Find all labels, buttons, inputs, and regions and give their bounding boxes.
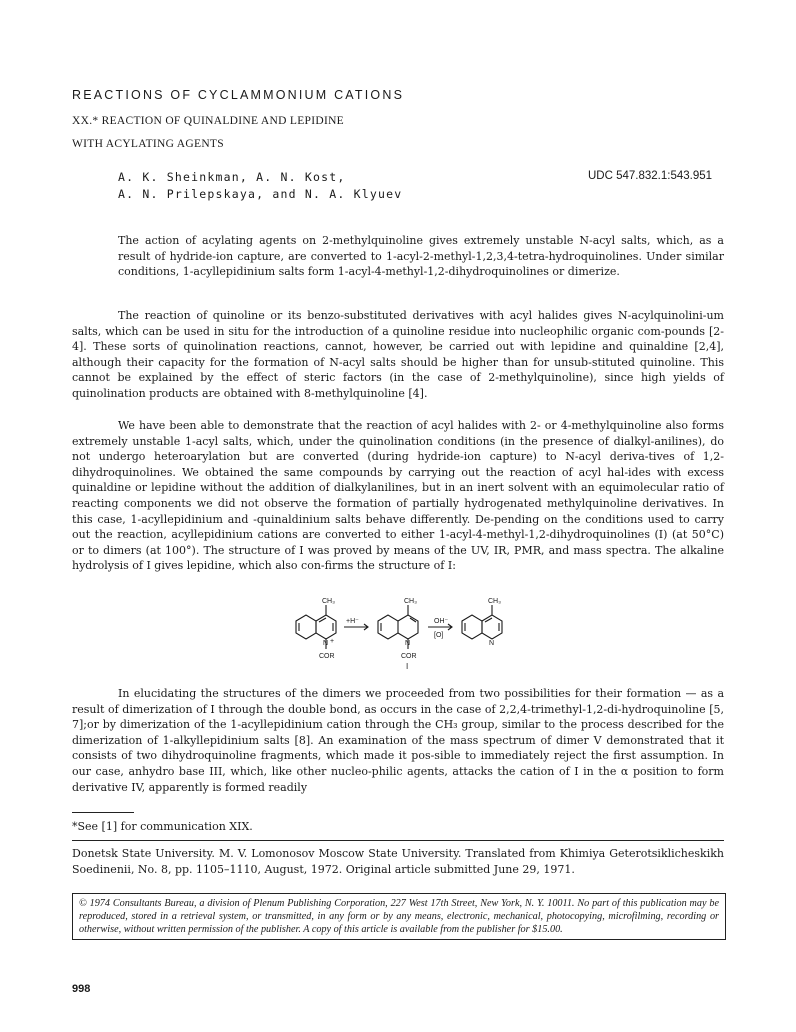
article-title-line2: WITH ACYLATING AGENTS <box>72 138 224 150</box>
udc-code: UDC 547.832.1:543.951 <box>588 170 713 182</box>
authors-line2: A. N. Prilepskaya, and N. A. Klyuev <box>118 187 403 201</box>
ch3-label-3: CH₃ <box>488 598 501 605</box>
paragraph-3: In elucidating the structures of the dimers we proceeded from two possibilities for their formation — as a result of dimerization of I through the double bond, as occurs in the case of 2,2,4-trimethyl-1,2-di-hydroquinoline [5, 7];or by dimerization of the 1-acyllepidinium cation through the CH₃ group, similar to the process described for the dimerization of 1-alkyllepidinium salts [8]. An examination of the mass spectrum of dimer V demonstrated that it consists of two dihydroquinoline fragments, which made it pos-sible to immediately reject the first assumption. In our case, anhydro base III, which, like other nucleo-philic agents, attacks the cation of I in the α position to form derivative IV, apparently is formed readily <box>72 687 724 794</box>
n-atom-2: N <box>405 640 411 647</box>
footnote-rule <box>72 812 134 813</box>
arrow1-label: +H⁻ <box>346 618 359 625</box>
ch3-label-2: CH₃ <box>404 598 417 605</box>
reaction-scheme-svg <box>278 595 538 675</box>
plus-charge: + <box>330 638 335 645</box>
n-atom-3: N <box>489 640 495 647</box>
arrow2-oxidant: [O] <box>434 632 444 639</box>
cor-label-2: COR <box>401 653 417 660</box>
ch3-label-1: CH₃ <box>322 598 335 605</box>
series-title: REACTIONS OF CYCLAMMONIUM CATIONS <box>72 88 405 102</box>
arrow2-reagent: OH⁻ <box>434 618 449 625</box>
affiliation: Donetsk State University. M. V. Lomonosov Moscow State University. Translated from Khimiya Geterotsiklicheskikh Soedinenii, No. 8, pp. 1105–1110, August, 1972. Original article submitted June 29, 1971. <box>72 847 724 876</box>
paragraph-2: We have been able to demonstrate that the reaction of acyl halides with 2- or 4-methylquinoline also forms extremely unstable 1-acyl salts, which, under the quinolination conditions (in the presence of dialkyl-anilines), do not undergo heteroarylation but are converted (during hydride-ion capture) to N-acyl deriva-tives of 1,2-dihydroquinolines. We obtained the same compounds by carrying out the reaction of acyl hal-ides with excess quinaldine or lepidine without the addition of dialkylanilines, but in an inert solvent with an equimolecular ratio of reacting components we did not observe the formation of partially hydrogenated methylquinoline derivatives. In this case, 1-acyllepidinium and -quinaldinium salts behave differently. De-pending on the conditions used to carry out the reaction, acyllepidinium cations are converted to either 1-acyl-4-methyl-1,2-dihydroquinolines (I) (at 50°C) or to dimers (at 100°). The structure of I was proved by means of the UV, IR, PMR, and mass spectra. The alkaline hydrolysis of I gives lepidine, which also con-firms the structure of I: <box>72 419 724 573</box>
dihydroquinoline-structure <box>378 605 418 649</box>
affiliation-rule <box>72 840 724 841</box>
footnote: *See [1] for communication XIX. <box>72 820 253 833</box>
paragraph-1: The reaction of quinoline or its benzo-substituted derivatives with acyl halides gives N-acylquinolini-um salts, which can be used in situ for the introduction of a quinoline residue into nucleophilic organic com-pounds [2-4]. These sorts of quinolination reactions, cannot, however, be carried out with lepidine and quinaldine [2,4], although their capacity for the formation of N-acyl salts should be higher than for unsub-stituted quinoline. This cannot be explained by the effect of steric factors (in the case of 2-methylquinoline), since high yields of quinolination products are obtained with 8-methylquinoline [4]. <box>72 309 724 400</box>
n-atom-1: N <box>323 640 329 647</box>
compound-label-I: I <box>406 662 409 671</box>
abstract: The action of acylating agents on 2-methylquinoline gives extremely unstable N-acyl salts, which, as a result of hydride-ion capture, are converted to 1-acyl-2-methyl-1,2,3,4-tetra-hydroquinolines. Under similar conditions, 1-acyllepidinium salts form 1-acyl-4-methyl-1,2-dihydroquinolines or dimerize. <box>118 234 724 279</box>
page-number: 998 <box>72 983 91 995</box>
cor-label-1: COR <box>319 653 335 660</box>
authors-line1: A. K. Sheinkman, A. N. Kost, <box>118 170 346 184</box>
reaction-scheme <box>278 595 538 679</box>
copyright-box: © 1974 Consultants Bureau, a division of Plenum Publishing Corporation, 227 West 17th Street, New York, N. Y. 10011. No part of this publication may be reproduced, stored in a retrieval system, or transmitted, in any form or by any means, electronic, mechanical, photocopying, microfilming, recording or otherwise, without written permission of the publisher. A copy of this article is available from the publisher for $15.00. <box>72 893 726 940</box>
lepidine-structure <box>462 605 502 639</box>
article-title-line1: XX.* REACTION OF QUINALDINE AND LEPIDINE <box>72 115 345 127</box>
